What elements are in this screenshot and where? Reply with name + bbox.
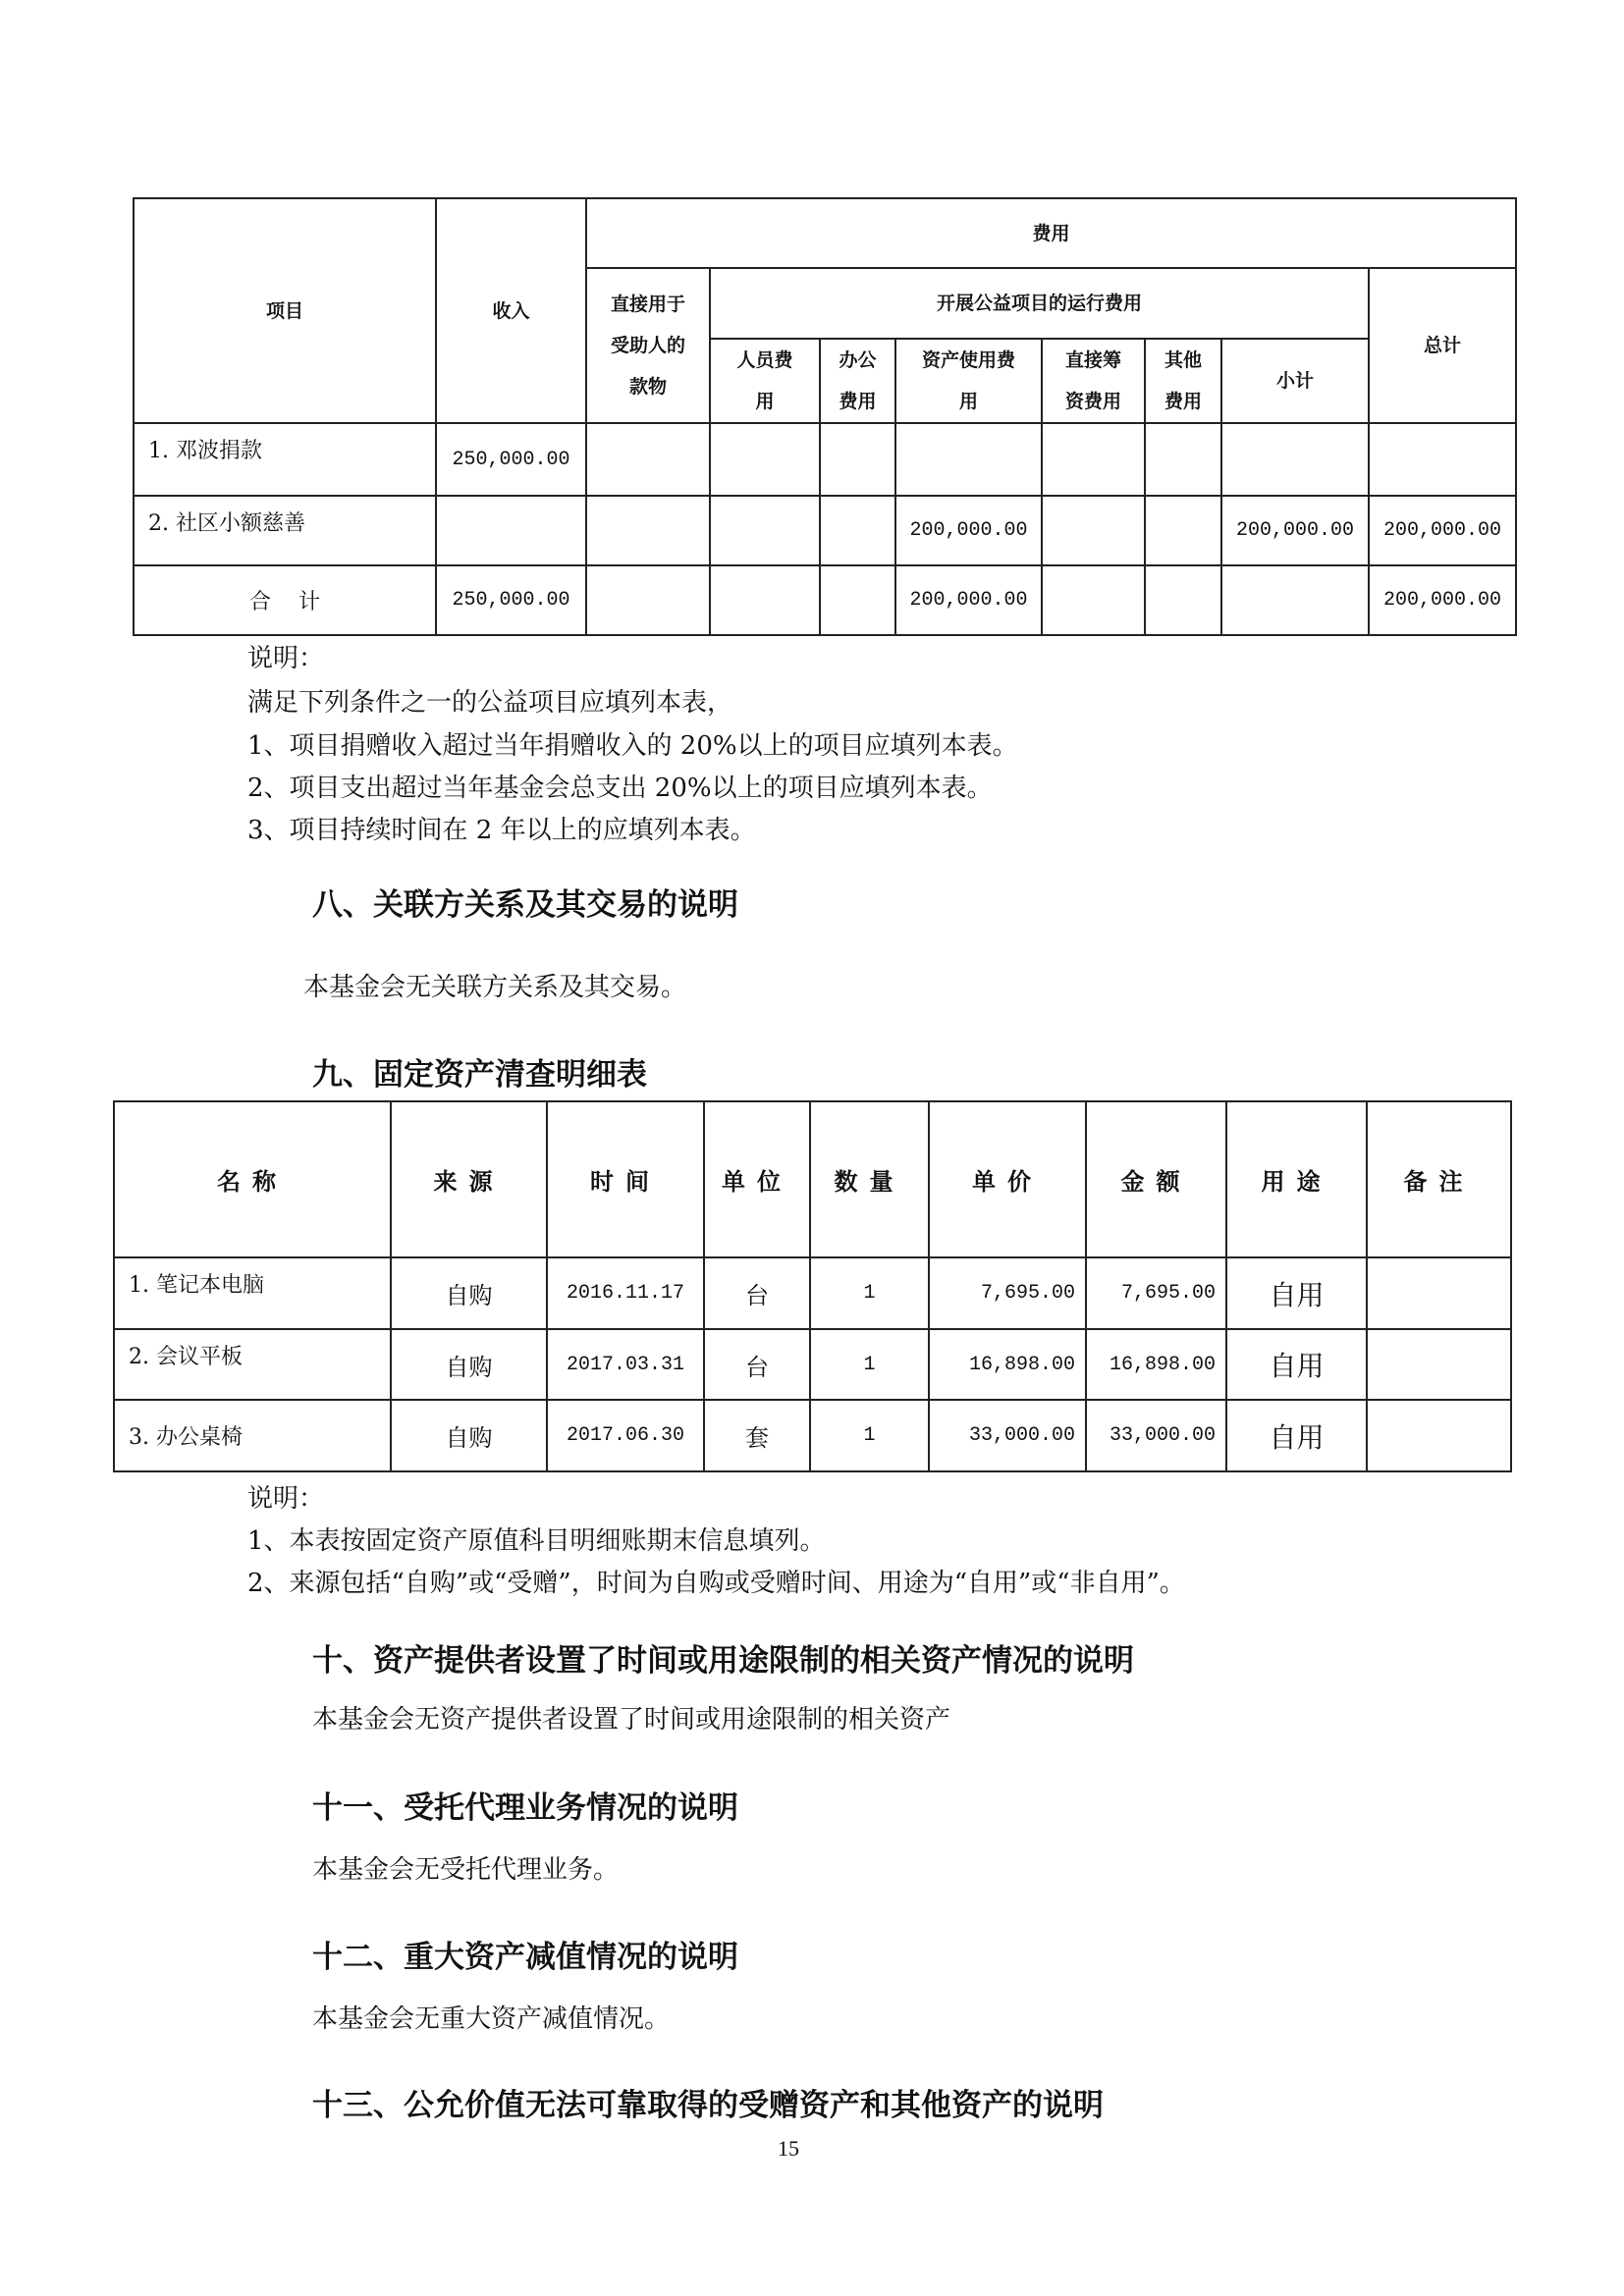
header-quantity: 数量	[810, 1101, 929, 1257]
cell-name: 1. 笔记本电脑	[114, 1257, 391, 1329]
header-line: 用	[755, 391, 775, 412]
notes-title: 说明：	[247, 644, 325, 673]
cell-item: 2. 社区小额慈善	[134, 496, 436, 565]
table-row-total	[134, 565, 1516, 635]
cell-name: 2. 会议平板	[114, 1329, 391, 1400]
cell-date: 2017.06.30	[547, 1400, 704, 1471]
header-line: 人员费	[736, 349, 793, 371]
header-total: 总计	[1369, 268, 1516, 423]
cell-amount: 16,898.00	[1086, 1329, 1226, 1400]
cell-office	[820, 565, 895, 635]
cell-amount: 7,695.00	[1086, 1257, 1226, 1329]
header-line: 费用	[1164, 391, 1202, 412]
header-line: 直接用于	[610, 294, 685, 315]
header-remark: 备注	[1367, 1101, 1511, 1257]
cell-source: 自购	[391, 1257, 547, 1329]
header-line: 直接筹	[1064, 349, 1121, 371]
cell-personnel	[710, 496, 820, 565]
header-line: 资产使用费	[921, 349, 1015, 371]
header-line: 办公	[839, 349, 877, 371]
header-expenses: 费用	[586, 198, 1516, 268]
section-heading: 八、关联方关系及其交易的说明	[312, 887, 738, 923]
cell-quantity: 1	[810, 1329, 929, 1400]
cell-fundraising	[1042, 565, 1145, 635]
cell-income: 250,000.00	[436, 423, 586, 496]
cell-office	[820, 423, 895, 496]
cell-use: 自用	[1226, 1329, 1367, 1400]
header-operating-costs: 开展公益项目的运行费用	[710, 268, 1369, 339]
header-line: 受助人的	[610, 335, 685, 356]
notes-line: 1、本表按固定资产原值科目明细账期末信息填列。	[247, 1526, 826, 1556]
header-date: 时间	[547, 1101, 704, 1257]
project-expense-table	[133, 197, 1517, 636]
header-personnel	[710, 339, 820, 423]
header-direct-to-beneficiary	[586, 268, 710, 423]
table-row	[134, 496, 1516, 565]
notes-title: 说明：	[247, 1484, 325, 1514]
cell-unit-price: 16,898.00	[929, 1329, 1086, 1400]
table-row	[114, 1257, 1511, 1329]
header-asset-usage	[895, 339, 1042, 423]
header-subtotal: 小计	[1221, 339, 1369, 423]
section-heading: 十二、重大资产减值情况的说明	[312, 1940, 738, 1975]
header-source: 来源	[391, 1101, 547, 1257]
notes-line: 2、来源包括“自购”或“受赠”，时间为自购或受赠时间、用途为“自用”或“非自用”。	[247, 1569, 1185, 1598]
cell-other	[1145, 496, 1221, 565]
header-name: 名称	[114, 1101, 391, 1257]
cell-personnel	[710, 565, 820, 635]
header-fundraising	[1042, 339, 1145, 423]
header-unit: 单位	[704, 1101, 810, 1257]
cell-remark	[1367, 1400, 1511, 1471]
header-line: 费用	[839, 391, 877, 412]
cell-item-total: 合 计	[134, 565, 436, 635]
header-income: 收入	[436, 198, 586, 423]
cell-asset-usage	[895, 423, 1042, 496]
cell-asset-usage: 200,000.00	[895, 565, 1042, 635]
section-body: 本基金会无受托代理业务。	[312, 1855, 620, 1885]
cell-personnel	[710, 423, 820, 496]
section-body: 本基金会无重大资产减值情况。	[312, 2004, 671, 2034]
header-office	[820, 339, 895, 423]
header-line: 资费用	[1064, 391, 1121, 412]
table-row	[134, 423, 1516, 496]
section-body: 本基金会无资产提供者设置了时间或用途限制的相关资产	[312, 1705, 951, 1735]
cell-date: 2016.11.17	[547, 1257, 704, 1329]
cell-amount: 33,000.00	[1086, 1400, 1226, 1471]
cell-income: 250,000.00	[436, 565, 586, 635]
cell-fundraising	[1042, 496, 1145, 565]
header-line: 款物	[628, 376, 667, 398]
cell-date: 2017.03.31	[547, 1329, 704, 1400]
header-item: 项目	[134, 198, 436, 423]
cell-remark	[1367, 1329, 1511, 1400]
cell-quantity: 1	[810, 1257, 929, 1329]
cell-item: 1. 邓波捐款	[134, 423, 436, 496]
cell-office	[820, 496, 895, 565]
cell-name: 3. 办公桌椅	[114, 1400, 391, 1471]
cell-source: 自购	[391, 1329, 547, 1400]
cell-unit-price: 33,000.00	[929, 1400, 1086, 1471]
cell-use: 自用	[1226, 1257, 1367, 1329]
cell-unit: 台	[704, 1257, 810, 1329]
section-heading: 九、固定资产清查明细表	[312, 1057, 647, 1093]
cell-fundraising	[1042, 423, 1145, 496]
cell-total	[1369, 423, 1516, 496]
table-row	[114, 1400, 1511, 1471]
cell-source: 自购	[391, 1400, 547, 1471]
cell-direct	[586, 565, 710, 635]
cell-income	[436, 496, 586, 565]
header-use: 用途	[1226, 1101, 1367, 1257]
notes-line: 1、项目捐赠收入超过当年捐赠收入的 20%以上的项目应填列本表。	[247, 731, 1018, 761]
notes-line: 2、项目支出超过当年基金会总支出 20%以上的项目应填列本表。	[247, 774, 993, 803]
page-number: 15	[778, 2136, 799, 2161]
cell-unit: 套	[704, 1400, 810, 1471]
cell-use: 自用	[1226, 1400, 1367, 1471]
header-line: 其他	[1164, 349, 1202, 371]
section-body: 本基金会无关联方关系及其交易。	[303, 973, 687, 1002]
cell-other	[1145, 565, 1221, 635]
notes-line: 3、项目持续时间在 2 年以上的应填列本表。	[247, 816, 756, 845]
cell-subtotal	[1221, 565, 1369, 635]
cell-other	[1145, 423, 1221, 496]
cell-remark	[1367, 1257, 1511, 1329]
cell-subtotal	[1221, 423, 1369, 496]
cell-unit-price: 7,695.00	[929, 1257, 1086, 1329]
cell-direct	[586, 423, 710, 496]
cell-direct	[586, 496, 710, 565]
cell-unit: 台	[704, 1329, 810, 1400]
section-heading: 十、资产提供者设置了时间或用途限制的相关资产情况的说明	[312, 1643, 1134, 1679]
section-heading: 十三、公允价值无法可靠取得的受赠资产和其他资产的说明	[312, 2088, 1104, 2123]
header-line: 用	[958, 391, 978, 412]
header-other	[1145, 339, 1221, 423]
table-row	[114, 1329, 1511, 1400]
cell-subtotal: 200,000.00	[1221, 496, 1369, 565]
header-amount: 金额	[1086, 1101, 1226, 1257]
notes-line: 满足下列条件之一的公益项目应填列本表，	[247, 688, 733, 718]
cell-total: 200,000.00	[1369, 565, 1516, 635]
cell-asset-usage: 200,000.00	[895, 496, 1042, 565]
cell-quantity: 1	[810, 1400, 929, 1471]
cell-total: 200,000.00	[1369, 496, 1516, 565]
section-heading: 十一、受托代理业务情况的说明	[312, 1790, 738, 1826]
header-unit-price: 单价	[929, 1101, 1086, 1257]
fixed-asset-table	[113, 1100, 1512, 1472]
